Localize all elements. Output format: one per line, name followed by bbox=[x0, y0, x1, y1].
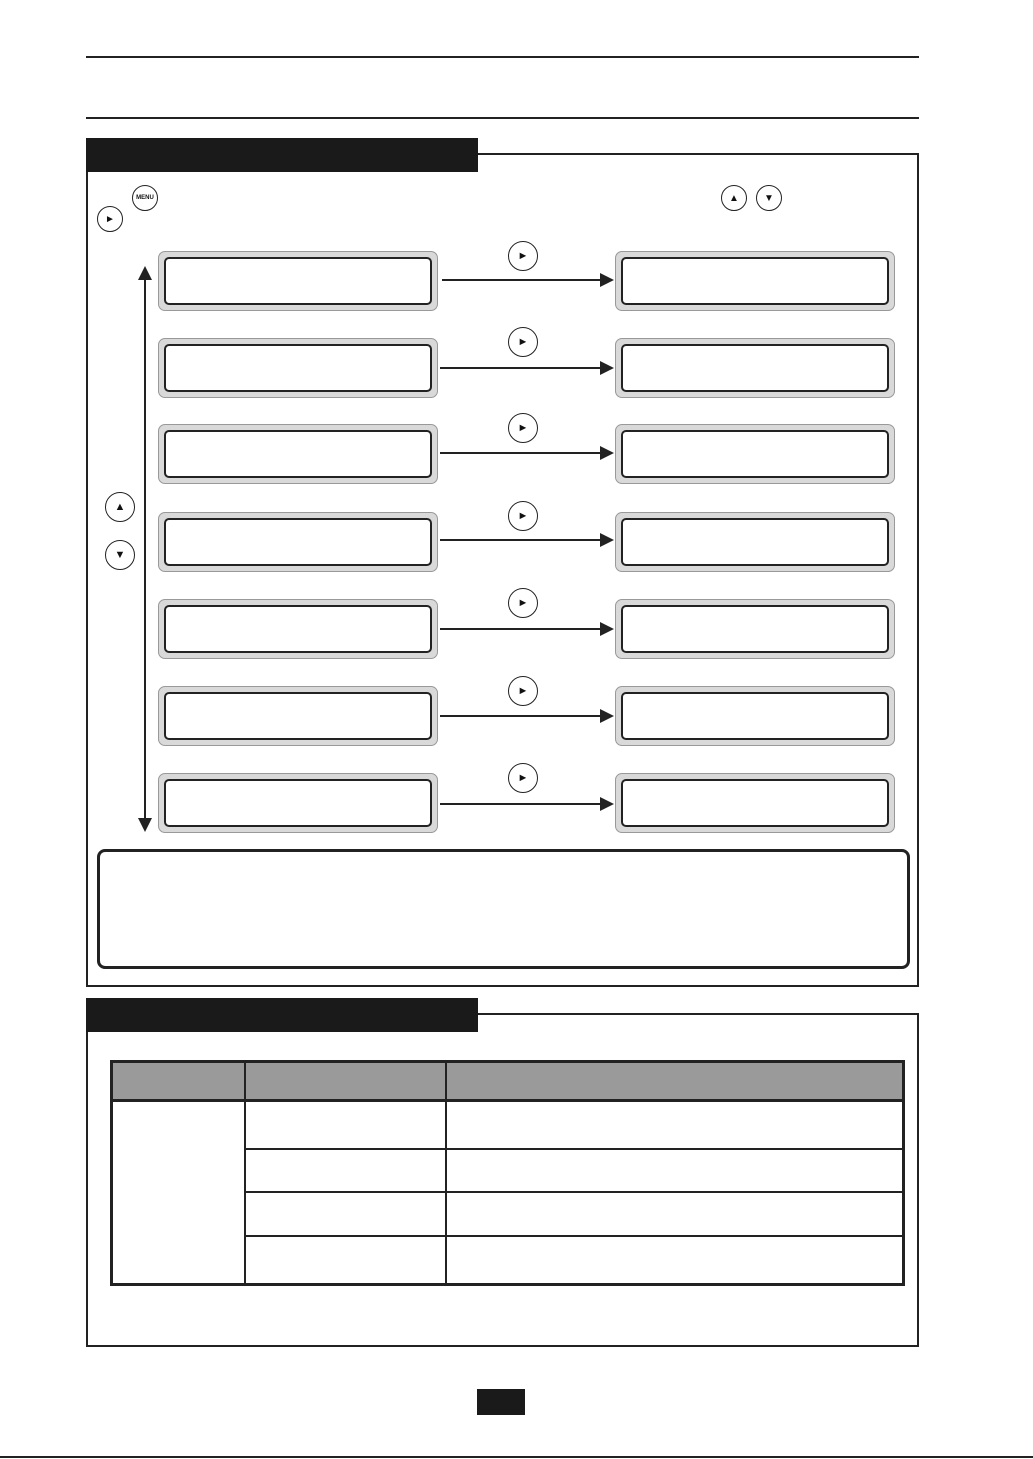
arrow-head bbox=[600, 446, 614, 460]
table-cell-description bbox=[446, 1236, 904, 1285]
lcd-text bbox=[164, 344, 432, 392]
menu-button-icon: MENU bbox=[132, 185, 158, 211]
scroll-line bbox=[144, 278, 146, 820]
right-button-icon: ► bbox=[508, 763, 538, 793]
right-button-icon: ► bbox=[508, 241, 538, 271]
lcd-submenu-item bbox=[615, 686, 895, 746]
settings-section-title bbox=[86, 998, 478, 1032]
scroll-down-arrowhead bbox=[138, 818, 152, 832]
arrow-line bbox=[442, 279, 602, 281]
table-footnote bbox=[110, 1298, 905, 1334]
page-title bbox=[86, 66, 919, 110]
lcd-menu-item bbox=[158, 512, 438, 572]
lcd-text bbox=[164, 692, 432, 740]
up-button-icon: ▲ bbox=[105, 492, 135, 522]
lcd-text bbox=[621, 692, 889, 740]
table-cell-description bbox=[446, 1149, 904, 1192]
arrow-head bbox=[600, 622, 614, 636]
arrow-head bbox=[600, 361, 614, 375]
lcd-menu-item bbox=[158, 686, 438, 746]
right-button-icon: ► bbox=[508, 413, 538, 443]
settings-table bbox=[110, 1060, 905, 1286]
lcd-text bbox=[164, 605, 432, 653]
lcd-text bbox=[621, 779, 889, 827]
arrow-head bbox=[600, 533, 614, 547]
lcd-text bbox=[164, 518, 432, 566]
table-cell-item bbox=[245, 1192, 446, 1235]
lcd-submenu-item bbox=[615, 338, 895, 398]
up-button-icon: ▲ bbox=[721, 185, 747, 211]
lcd-text bbox=[164, 257, 432, 305]
lcd-text bbox=[621, 344, 889, 392]
right-button-icon: ► bbox=[508, 327, 538, 357]
lcd-submenu-item bbox=[615, 512, 895, 572]
lcd-text bbox=[164, 779, 432, 827]
lcd-submenu-item bbox=[615, 251, 895, 311]
note-box bbox=[97, 849, 910, 969]
down-button-icon: ▼ bbox=[105, 540, 135, 570]
table-header-row bbox=[112, 1062, 904, 1101]
arrow-head bbox=[600, 797, 614, 811]
table-cell-group bbox=[112, 1101, 246, 1285]
menu-instruction-text bbox=[165, 188, 705, 228]
right-button-icon: ► bbox=[508, 501, 538, 531]
lcd-text bbox=[621, 430, 889, 478]
column-header bbox=[112, 1062, 246, 1101]
lcd-menu-item bbox=[158, 599, 438, 659]
lcd-menu-item bbox=[158, 338, 438, 398]
lcd-submenu-item bbox=[615, 424, 895, 484]
header-rule-top bbox=[86, 56, 919, 58]
table-cell-description bbox=[446, 1192, 904, 1235]
arrow-head bbox=[600, 273, 614, 287]
arrow-line bbox=[440, 803, 602, 805]
lcd-text bbox=[621, 257, 889, 305]
arrow-line bbox=[440, 539, 602, 541]
table-cell-description bbox=[446, 1101, 904, 1150]
lcd-menu-item bbox=[158, 773, 438, 833]
menu-section-title bbox=[86, 138, 478, 172]
table-cell-item bbox=[245, 1149, 446, 1192]
column-header bbox=[446, 1062, 904, 1101]
lcd-text bbox=[621, 605, 889, 653]
right-button-icon: ► bbox=[97, 206, 123, 232]
lcd-text bbox=[621, 518, 889, 566]
down-button-icon: ▼ bbox=[756, 185, 782, 211]
scroll-up-arrowhead bbox=[138, 266, 152, 280]
table-row bbox=[112, 1101, 904, 1150]
lcd-submenu-item bbox=[615, 599, 895, 659]
lcd-text bbox=[164, 430, 432, 478]
arrow-line bbox=[440, 452, 602, 454]
arrow-line bbox=[440, 628, 602, 630]
table-cell-item bbox=[245, 1236, 446, 1285]
arrow-head bbox=[600, 709, 614, 723]
lcd-submenu-item bbox=[615, 773, 895, 833]
column-header bbox=[245, 1062, 446, 1101]
arrow-line bbox=[440, 367, 602, 369]
table-cell-item bbox=[245, 1101, 446, 1150]
arrow-line bbox=[440, 715, 602, 717]
page-bottom-rule bbox=[0, 1456, 1033, 1458]
header-rule-bottom bbox=[86, 117, 919, 119]
page-number bbox=[477, 1389, 525, 1415]
right-button-icon: ► bbox=[508, 588, 538, 618]
right-button-icon: ► bbox=[508, 676, 538, 706]
lcd-menu-item bbox=[158, 424, 438, 484]
lcd-menu-item bbox=[158, 251, 438, 311]
